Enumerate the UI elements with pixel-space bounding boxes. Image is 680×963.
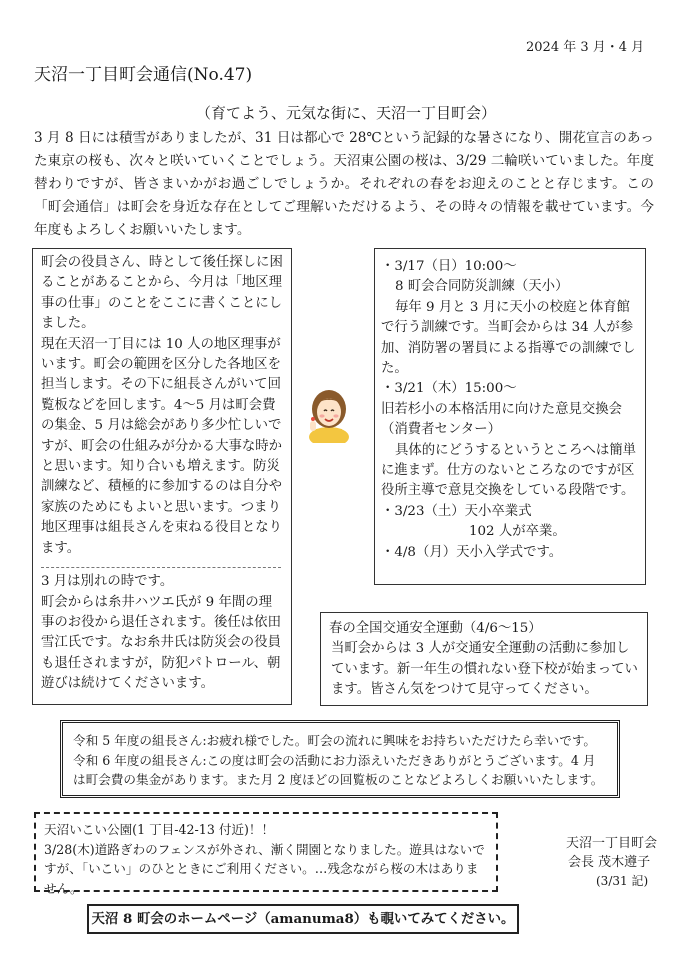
event-title: 旧若杉小の本格活用に向けた意見交換会（消費者センター） — [381, 401, 623, 438]
article-paragraph: 町会の役員さん、時として後任探しに困ることがあることから、今月は「地区理事の仕事」のことをここに書くことにしました。 — [41, 255, 283, 332]
traffic-safety-notice — [320, 612, 648, 706]
event-date: ・3/17（日）10:00～ — [381, 259, 517, 274]
district-director-article — [32, 248, 292, 705]
event-description: 毎年 9 月と 3 月に天小の校庭と体育館で行う訓練です。当町会からは 34 人が参加、消防署の署員による指導での訓練でした。 — [381, 299, 636, 377]
intro-paragraph: 3 月 8 日には積雪がありましたが、31 日は都心で 28℃という記録的な暑さになり、開花宣言のあった東京の桜も、次々と咲いていくことでしょう。天沼東公園の桜は、3/29 二輪咲いていました。年度替わりですが、皆さまいかがお過ごしでしょうか。それぞれの春をお迎えのことと存じます。この「町会通信」は町会を身近な存在としてご理解いただけるよう、その時々の情報を載せています。今年度もよろしくお願いいたします。 — [34, 130, 654, 238]
park-opening-notice — [34, 812, 498, 896]
event-date: ・3/23（土）天小卒業式 — [381, 503, 532, 519]
leaders-message-line: 令和 6 年度の組長さん:この度は町会の活動にお力添えいただきありがとうございます。4 月は町会費の集金があります。また月 2 度ほどの回覧板のことなどよろしくお願いいたします。 — [73, 752, 604, 787]
event-title: 8 町会合同防災訓練（天小） — [395, 279, 569, 295]
notice-body: 当町会からは 3 人が交通安全運動の活動に参加しています。新一年生の慣れない登下校が始まっています。皆さん気をつけて見守ってください。 — [331, 641, 638, 698]
signature-org: 天沼一丁目町会 — [566, 836, 658, 851]
event-date: ・4/8（月）天小入学式です。 — [381, 544, 563, 560]
signature-block — [566, 834, 657, 891]
homepage-banner: 天沼 8 町会のホームページ（amanuma8）も覗いてみてください。 — [87, 904, 519, 934]
event-date: ・3/21（木）15:00～ — [381, 381, 517, 397]
article-paragraph: 3 月は別れの時です。 — [41, 574, 174, 590]
article-paragraph: 現在天沼一丁目には 10 人の地区理事がいます。町会の範囲を区分した各地区を担当します。その下に組長さんがいて回覧板などを回します。4～5 月は町会費の集金、5 月は総会があり多少忙しいですが、町会の仕組みが分かる大事な時かと思います。知り合いも増えます。防災訓練など、積極的に参加するのは自分や家族のためにもよいと思います。つまり地区理事は組長さんを束ねる役目となります。 — [41, 336, 283, 556]
park-body: 3/28(木)道路ぎわのフェンスが外され、漸く開園となりました。遊具はないですが、「いこい」のひとときにご利用ください。…残念ながら桜の木はありません。 — [44, 841, 485, 896]
events-schedule — [374, 248, 646, 585]
park-title: 天沼いこい公園(1 丁目-42-13 付近)！！ — [44, 822, 275, 837]
signature-date: (3/31 記) — [596, 874, 649, 888]
newsletter-subtitle: （育てよう、元気な街に、天沼一丁目町会） — [196, 104, 497, 122]
divider — [41, 567, 281, 568]
issue-date: 2024 年 3 月・4 月 — [526, 40, 645, 55]
signature-name: 会長 茂木遵子 — [568, 855, 651, 870]
newsletter-title: 天沼一丁目町会通信(No.47) — [34, 65, 253, 85]
woman-illustration-icon — [303, 387, 355, 443]
leaders-message-line: 令和 5 年度の組長さん:お疲れ様でした。町会の流れに興味をお持ちいただけたら幸いです。 — [73, 733, 597, 748]
notice-title: 春の全国交通安全運動（4/6～15） — [329, 621, 542, 636]
event-description: 具体的にどうするというところへは簡単に進まず。仕方のないところなのですが区役所主導で意見交換をしている段階です。 — [381, 442, 637, 499]
article-paragraph: 町会からは糸井ハツエ氏が 9 年間の理事のお役から退任されます。後任は依田雪江氏です。なお糸井氏は防災会の役員も退任されますが，防犯パトロール、朝遊びは続けてくださいます。 — [41, 594, 281, 692]
event-description: 102 人が卒業。 — [469, 524, 566, 540]
group-leaders-message — [60, 720, 620, 798]
